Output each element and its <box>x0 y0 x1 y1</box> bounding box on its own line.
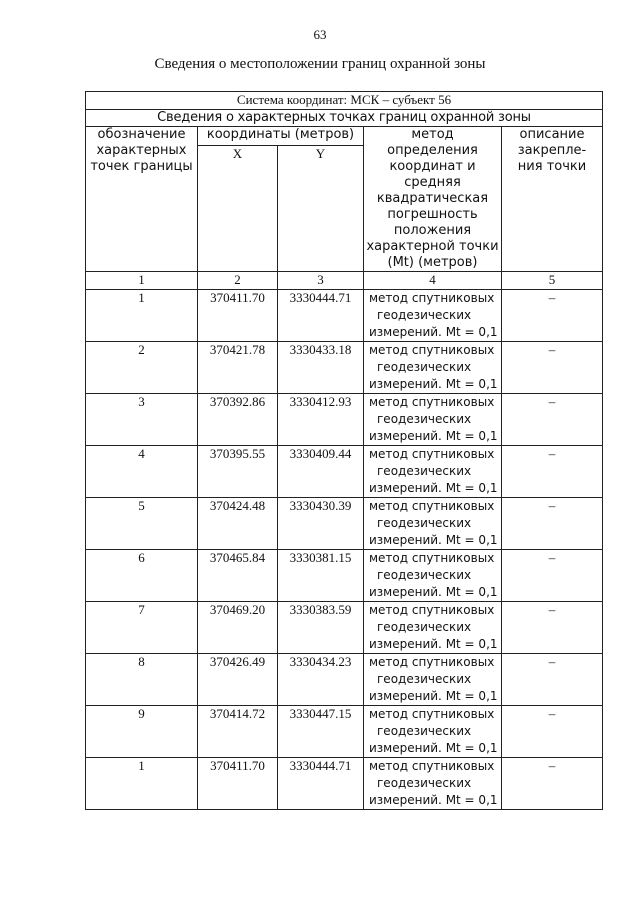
method-line: измерений. Mt = 0,1 <box>369 637 498 651</box>
table-row <box>86 342 603 394</box>
coordinate-x: 370411.70 <box>198 290 278 342</box>
point-fixation-description: – <box>502 498 603 550</box>
point-fixation-description: – <box>502 602 603 654</box>
table-row <box>86 602 603 654</box>
coordinate-y: 3330444.71 <box>278 758 364 810</box>
method-line: измерений. Mt = 0,1 <box>369 325 498 339</box>
method-line: измерений. Mt = 0,1 <box>369 689 498 703</box>
coordinate-y: 3330383.59 <box>278 602 364 654</box>
method-line: геодезических <box>377 308 472 322</box>
header-method-line: квадратическая <box>376 191 489 206</box>
point-designation: 7 <box>86 602 198 654</box>
header-description-line: закрепле- <box>517 143 587 158</box>
point-fixation-description: – <box>502 706 603 758</box>
coordinate-y: 3330434.23 <box>278 654 364 706</box>
table-row <box>86 394 603 446</box>
table-row <box>86 498 603 550</box>
method-description <box>364 290 502 342</box>
method-line: метод спутниковых <box>369 343 495 357</box>
column-numbers-row <box>86 272 603 290</box>
coordinate-x: 370426.49 <box>198 654 278 706</box>
method-line: метод спутниковых <box>369 395 495 409</box>
method-line: измерений. Mt = 0,1 <box>369 741 498 755</box>
point-designation: 1 <box>86 290 198 342</box>
method-line: геодезических <box>377 672 472 686</box>
coordinate-system: Система координат: МСК – субъект 56 <box>86 92 603 110</box>
method-description <box>364 706 502 758</box>
table-subtitle: Сведения о характерных точках границ охранной зоны <box>86 110 603 127</box>
header-method <box>364 127 502 272</box>
header-method-line: погрешность <box>387 207 478 222</box>
point-designation: 8 <box>86 654 198 706</box>
method-line: геодезических <box>377 516 472 530</box>
header-description-line: ния точки <box>517 159 587 174</box>
point-designation: 1 <box>86 758 198 810</box>
method-line: геодезических <box>377 776 472 790</box>
point-designation: 9 <box>86 706 198 758</box>
coordinate-x: 370392.86 <box>198 394 278 446</box>
header-method-line: положения <box>393 223 472 238</box>
header-method-line: (Mt) (метров) <box>387 255 478 270</box>
header-method-line: метод определения <box>387 127 478 158</box>
point-fixation-description: – <box>502 342 603 394</box>
header-designation-line: характерных <box>96 143 187 158</box>
point-fixation-description: – <box>502 446 603 498</box>
method-line: геодезических <box>377 724 472 738</box>
method-line: метод спутниковых <box>369 447 495 461</box>
method-line: метод спутниковых <box>369 603 495 617</box>
method-line: геодезических <box>377 464 472 478</box>
point-designation: 5 <box>86 498 198 550</box>
coordinate-x: 370414.72 <box>198 706 278 758</box>
coordinate-x: 370424.48 <box>198 498 278 550</box>
method-description <box>364 602 502 654</box>
header-method-line: координат и средняя <box>389 159 476 190</box>
coordinate-y: 3330447.15 <box>278 706 364 758</box>
coordinate-y: 3330409.44 <box>278 446 364 498</box>
column-number: 3 <box>278 272 364 290</box>
coordinate-y: 3330433.18 <box>278 342 364 394</box>
method-description <box>364 446 502 498</box>
method-line: метод спутниковых <box>369 291 495 305</box>
point-designation: 2 <box>86 342 198 394</box>
table-row <box>86 290 603 342</box>
method-line: измерений. Mt = 0,1 <box>369 585 498 599</box>
point-fixation-description: – <box>502 394 603 446</box>
coordinate-system-row <box>86 92 603 110</box>
method-description <box>364 758 502 810</box>
method-description <box>364 498 502 550</box>
coordinate-x: 370421.78 <box>198 342 278 394</box>
method-line: измерений. Mt = 0,1 <box>369 793 498 807</box>
coordinates-table <box>85 91 603 810</box>
table-row <box>86 654 603 706</box>
table-row <box>86 706 603 758</box>
column-number: 1 <box>86 272 198 290</box>
header-designation-line: обозначение <box>97 127 186 142</box>
point-designation: 4 <box>86 446 198 498</box>
point-fixation-description: – <box>502 654 603 706</box>
column-number: 4 <box>364 272 502 290</box>
method-line: геодезических <box>377 360 472 374</box>
method-description <box>364 550 502 602</box>
coordinate-y: 3330381.15 <box>278 550 364 602</box>
coordinate-x: 370411.70 <box>198 758 278 810</box>
method-line: метод спутниковых <box>369 655 495 669</box>
page-number: 63 <box>313 27 327 42</box>
header-description-line: описание <box>519 127 585 142</box>
header-designation-line: точек границы <box>90 159 193 174</box>
method-line: геодезических <box>377 568 472 582</box>
point-fixation-description: – <box>502 290 603 342</box>
method-line: метод спутниковых <box>369 707 495 721</box>
point-fixation-description: – <box>502 758 603 810</box>
method-line: измерений. Mt = 0,1 <box>369 377 498 391</box>
coordinate-x: 370395.55 <box>198 446 278 498</box>
point-designation: 3 <box>86 394 198 446</box>
method-line: метод спутниковых <box>369 551 495 565</box>
coordinate-x: 370465.84 <box>198 550 278 602</box>
method-line: метод спутниковых <box>369 499 495 513</box>
method-description <box>364 654 502 706</box>
header-designation <box>86 127 198 272</box>
coordinate-y: 3330412.93 <box>278 394 364 446</box>
header-method-line: характерной точки <box>366 239 499 254</box>
header-coordinates: координаты (метров) <box>198 127 364 146</box>
point-fixation-description: – <box>502 550 603 602</box>
header-y: Y <box>278 145 364 271</box>
method-description <box>364 342 502 394</box>
point-designation: 6 <box>86 550 198 602</box>
table-row <box>86 758 603 810</box>
coordinate-x: 370469.20 <box>198 602 278 654</box>
column-number: 2 <box>198 272 278 290</box>
method-line: метод спутниковых <box>369 759 495 773</box>
document-title: Сведения о местоположении границ охранной зоны <box>154 56 486 72</box>
table-row <box>86 446 603 498</box>
header-x: X <box>198 145 278 271</box>
method-line: измерений. Mt = 0,1 <box>369 429 498 443</box>
table-row <box>86 550 603 602</box>
column-number: 5 <box>502 272 603 290</box>
method-line: геодезических <box>377 412 472 426</box>
header-row-1 <box>86 127 603 146</box>
header-description <box>502 127 603 272</box>
table-subtitle-row <box>86 110 603 127</box>
coordinate-y: 3330444.71 <box>278 290 364 342</box>
method-line: геодезических <box>377 620 472 634</box>
method-line: измерений. Mt = 0,1 <box>369 481 498 495</box>
coordinate-y: 3330430.39 <box>278 498 364 550</box>
method-description <box>364 394 502 446</box>
method-line: измерений. Mt = 0,1 <box>369 533 498 547</box>
